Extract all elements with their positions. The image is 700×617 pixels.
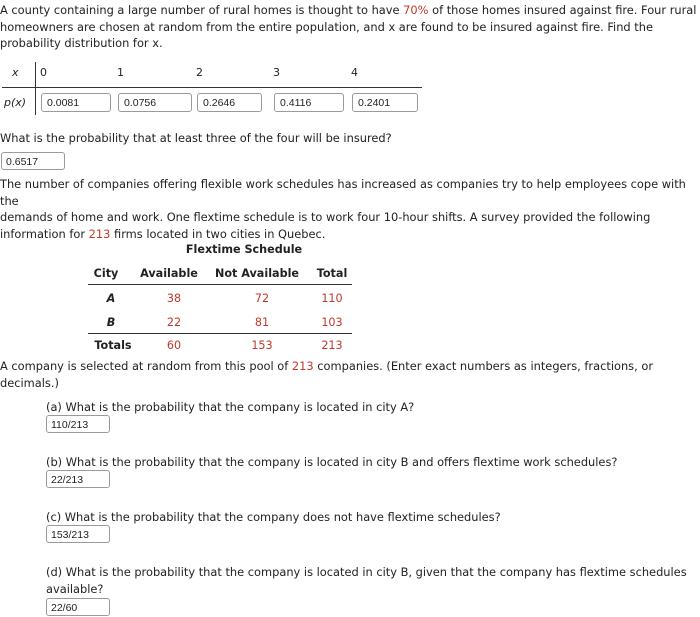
header-available: Available	[140, 267, 198, 280]
question-at-least-three: What is the probability that at least three of the four will be insured?	[0, 131, 392, 145]
p-value-input-4[interactable]: 0.2401	[352, 93, 418, 112]
part-c-question: (c) What is the probability that the company does not have flextime schedules?	[46, 510, 501, 524]
row-b-city: B	[106, 316, 116, 329]
p-value-input-2[interactable]: 0.2646	[197, 93, 262, 112]
selection-instructions: A company is selected at random from this pool of 213 companies. (Enter exact numbers as integers, fractions, or decimals.)	[0, 359, 653, 390]
table-title: Flextime Schedule	[185, 243, 303, 256]
x-value-2: 2	[196, 66, 203, 79]
totals-available: 60	[166, 339, 182, 352]
row-a-city: A	[106, 292, 116, 305]
px-header: p(x)	[4, 96, 27, 109]
part-c-answer-input[interactable]: 153/213	[46, 525, 110, 543]
part-d-question: (d) What is the probability that the company is located in city B, given that the company has flextime schedules available?	[46, 565, 687, 596]
p-value-input-1[interactable]: 0.0756	[118, 93, 192, 112]
row-b-available: 22	[166, 316, 182, 329]
totals-total: 213	[321, 339, 343, 352]
x-value-4: 4	[351, 66, 358, 79]
row-a-available: 38	[166, 292, 182, 305]
part-a-answer-input[interactable]: 110/213	[46, 415, 110, 433]
part-d-answer-input[interactable]: 22/60	[46, 598, 110, 616]
totals-label: Totals	[94, 339, 132, 352]
table-divider-vertical	[35, 62, 36, 115]
p-value-input-0[interactable]: 0.0081	[41, 93, 111, 112]
part-b-answer-input[interactable]: 22/213	[46, 470, 110, 488]
part-b-question: (b) What is the probability that the company is located in city B and offers flextime work schedules?	[46, 455, 618, 469]
x-value-1: 1	[117, 66, 124, 79]
header-city: City	[93, 267, 119, 280]
p-value-input-3[interactable]: 0.4116	[274, 93, 344, 112]
answer-at-least-three-input[interactable]: 0.6517	[1, 152, 65, 170]
x-value-3: 3	[273, 66, 280, 79]
row-b-not-available: 81	[254, 316, 270, 329]
row-b-total: 103	[321, 316, 343, 329]
row-a-not-available: 72	[254, 292, 270, 305]
totals-not-available: 153	[251, 339, 273, 352]
header-rule	[88, 284, 352, 285]
problem2-intro: The number of companies offering flexible work schedules has increased as companies try to help employees cope with the demands of home and work. One flextime schedule is to work four 10-hour shifts. A survey provided the following information for 213 firms located in two cities in Quebec.	[0, 177, 686, 241]
row-a-total: 110	[321, 292, 343, 305]
firm-count: 213	[88, 226, 111, 241]
table-divider-horizontal	[2, 87, 422, 88]
x-value-0: 0	[40, 66, 47, 79]
company-count: 213	[291, 359, 314, 373]
problem1-intro: A county containing a large number of rural homes is thought to have 70% of those homes insured against fire. Four rural homeowners are chosen at random from the entire population, and x are found to be insured against fire. Find the probability distribution for x.	[0, 3, 697, 50]
header-total: Total	[316, 267, 348, 280]
part-a-question: (a) What is the probability that the company is located in city A?	[46, 400, 415, 414]
insured-percent: 70%	[403, 3, 429, 17]
header-not-available: Not Available	[214, 267, 300, 280]
totals-rule	[88, 333, 352, 334]
x-header: x	[12, 66, 19, 79]
